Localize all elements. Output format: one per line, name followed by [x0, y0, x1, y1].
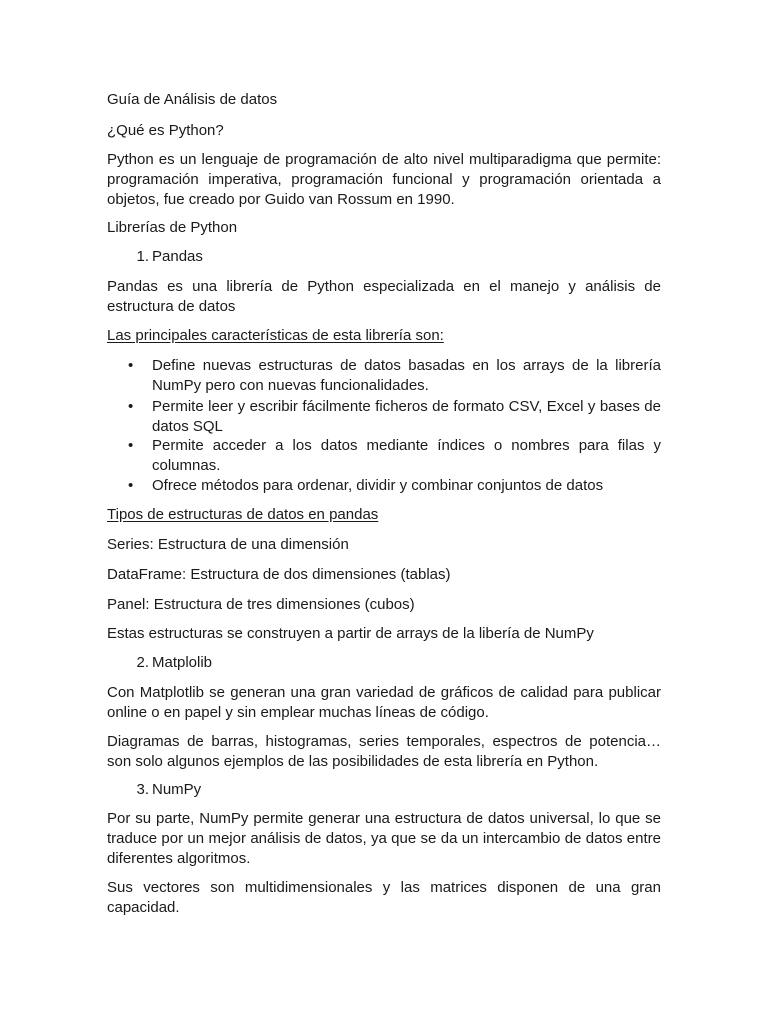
feature-text: Permite leer y escribir fácilmente ficheros de formato CSV, Excel y bases de datos SQL: [152, 398, 661, 435]
bullet-icon: •: [128, 398, 134, 415]
pandas-number: 1.: [136, 248, 149, 265]
structures-note: Estas estructuras se construyen a partir de arrays de la libería de NumPy: [107, 625, 594, 642]
feature-text: Define nuevas estructuras de datos basadas en los arrays de la librería NumPy pero con nuevas funcionalidades.: [152, 357, 661, 394]
pandas-structures-heading: [107, 505, 661, 525]
bullet-icon: •: [128, 437, 134, 454]
pandas-structures-heading-text: Tipos de estructuras de datos en pandas: [107, 506, 379, 523]
document-title: Guía de Análisis de datos: [107, 91, 278, 108]
series-line: Series: Estructura de una dimensión: [107, 536, 349, 553]
matplotlib-number: 2.: [136, 654, 149, 671]
bullet-icon: •: [128, 357, 134, 374]
pandas-description-paragraph: Pandas es una librería de Python especializada en el manejo y análisis de estructura de datos: [107, 278, 661, 315]
feature-text: Permite acceder a los datos mediante índices o nombres para filas y columnas.: [152, 437, 661, 474]
numpy-vectors-paragraph: Sus vectores son multidimensionales y las matrices disponen de una gran capacidad.: [107, 879, 661, 916]
python-description-paragraph: Python es un lenguaje de programación de alto nivel multiparadigma que permite: programación imperativa, programación funcional y programación orientada a objetos, fue creado por Guido van Rossum en 1990.: [107, 151, 661, 208]
libraries-heading: Librerías de Python: [107, 219, 238, 236]
bullet-icon: •: [128, 477, 134, 494]
numpy-description-paragraph: Por su parte, NumPy permite generar una estructura de datos universal, lo que se traduce por un mejor análisis de datos, ya que se da un intercambio de datos entre diferentes algoritmos.: [107, 810, 661, 867]
panel-line: Panel: Estructura de tres dimensiones (cubos): [107, 596, 415, 613]
dataframe-line: DataFrame: Estructura de dos dimensiones (tablas): [107, 566, 451, 583]
pandas-name: Pandas: [152, 248, 203, 265]
matplotlib-name: Matplolib: [152, 654, 213, 671]
pandas-features-heading: [107, 326, 661, 346]
matplotlib-description-paragraph: Con Matplotlib se generan una gran variedad de gráficos de calidad para publicar online o en papel y sin emplear muchas líneas de código.: [107, 684, 661, 721]
numpy-number: 3.: [136, 781, 149, 798]
feature-text: Ofrece métodos para ordenar, dividir y combinar conjuntos de datos: [152, 477, 604, 494]
pandas-features-heading-text: Las principales características de esta librería son:: [107, 327, 444, 344]
python-question-heading: ¿Qué es Python?: [107, 122, 224, 139]
matplotlib-examples-paragraph: Diagramas de barras, histogramas, series temporales, espectros de potencia… son solo algunos ejemplos de las posibilidades de esta librería en Python.: [107, 733, 661, 770]
numpy-name: NumPy: [152, 781, 202, 798]
